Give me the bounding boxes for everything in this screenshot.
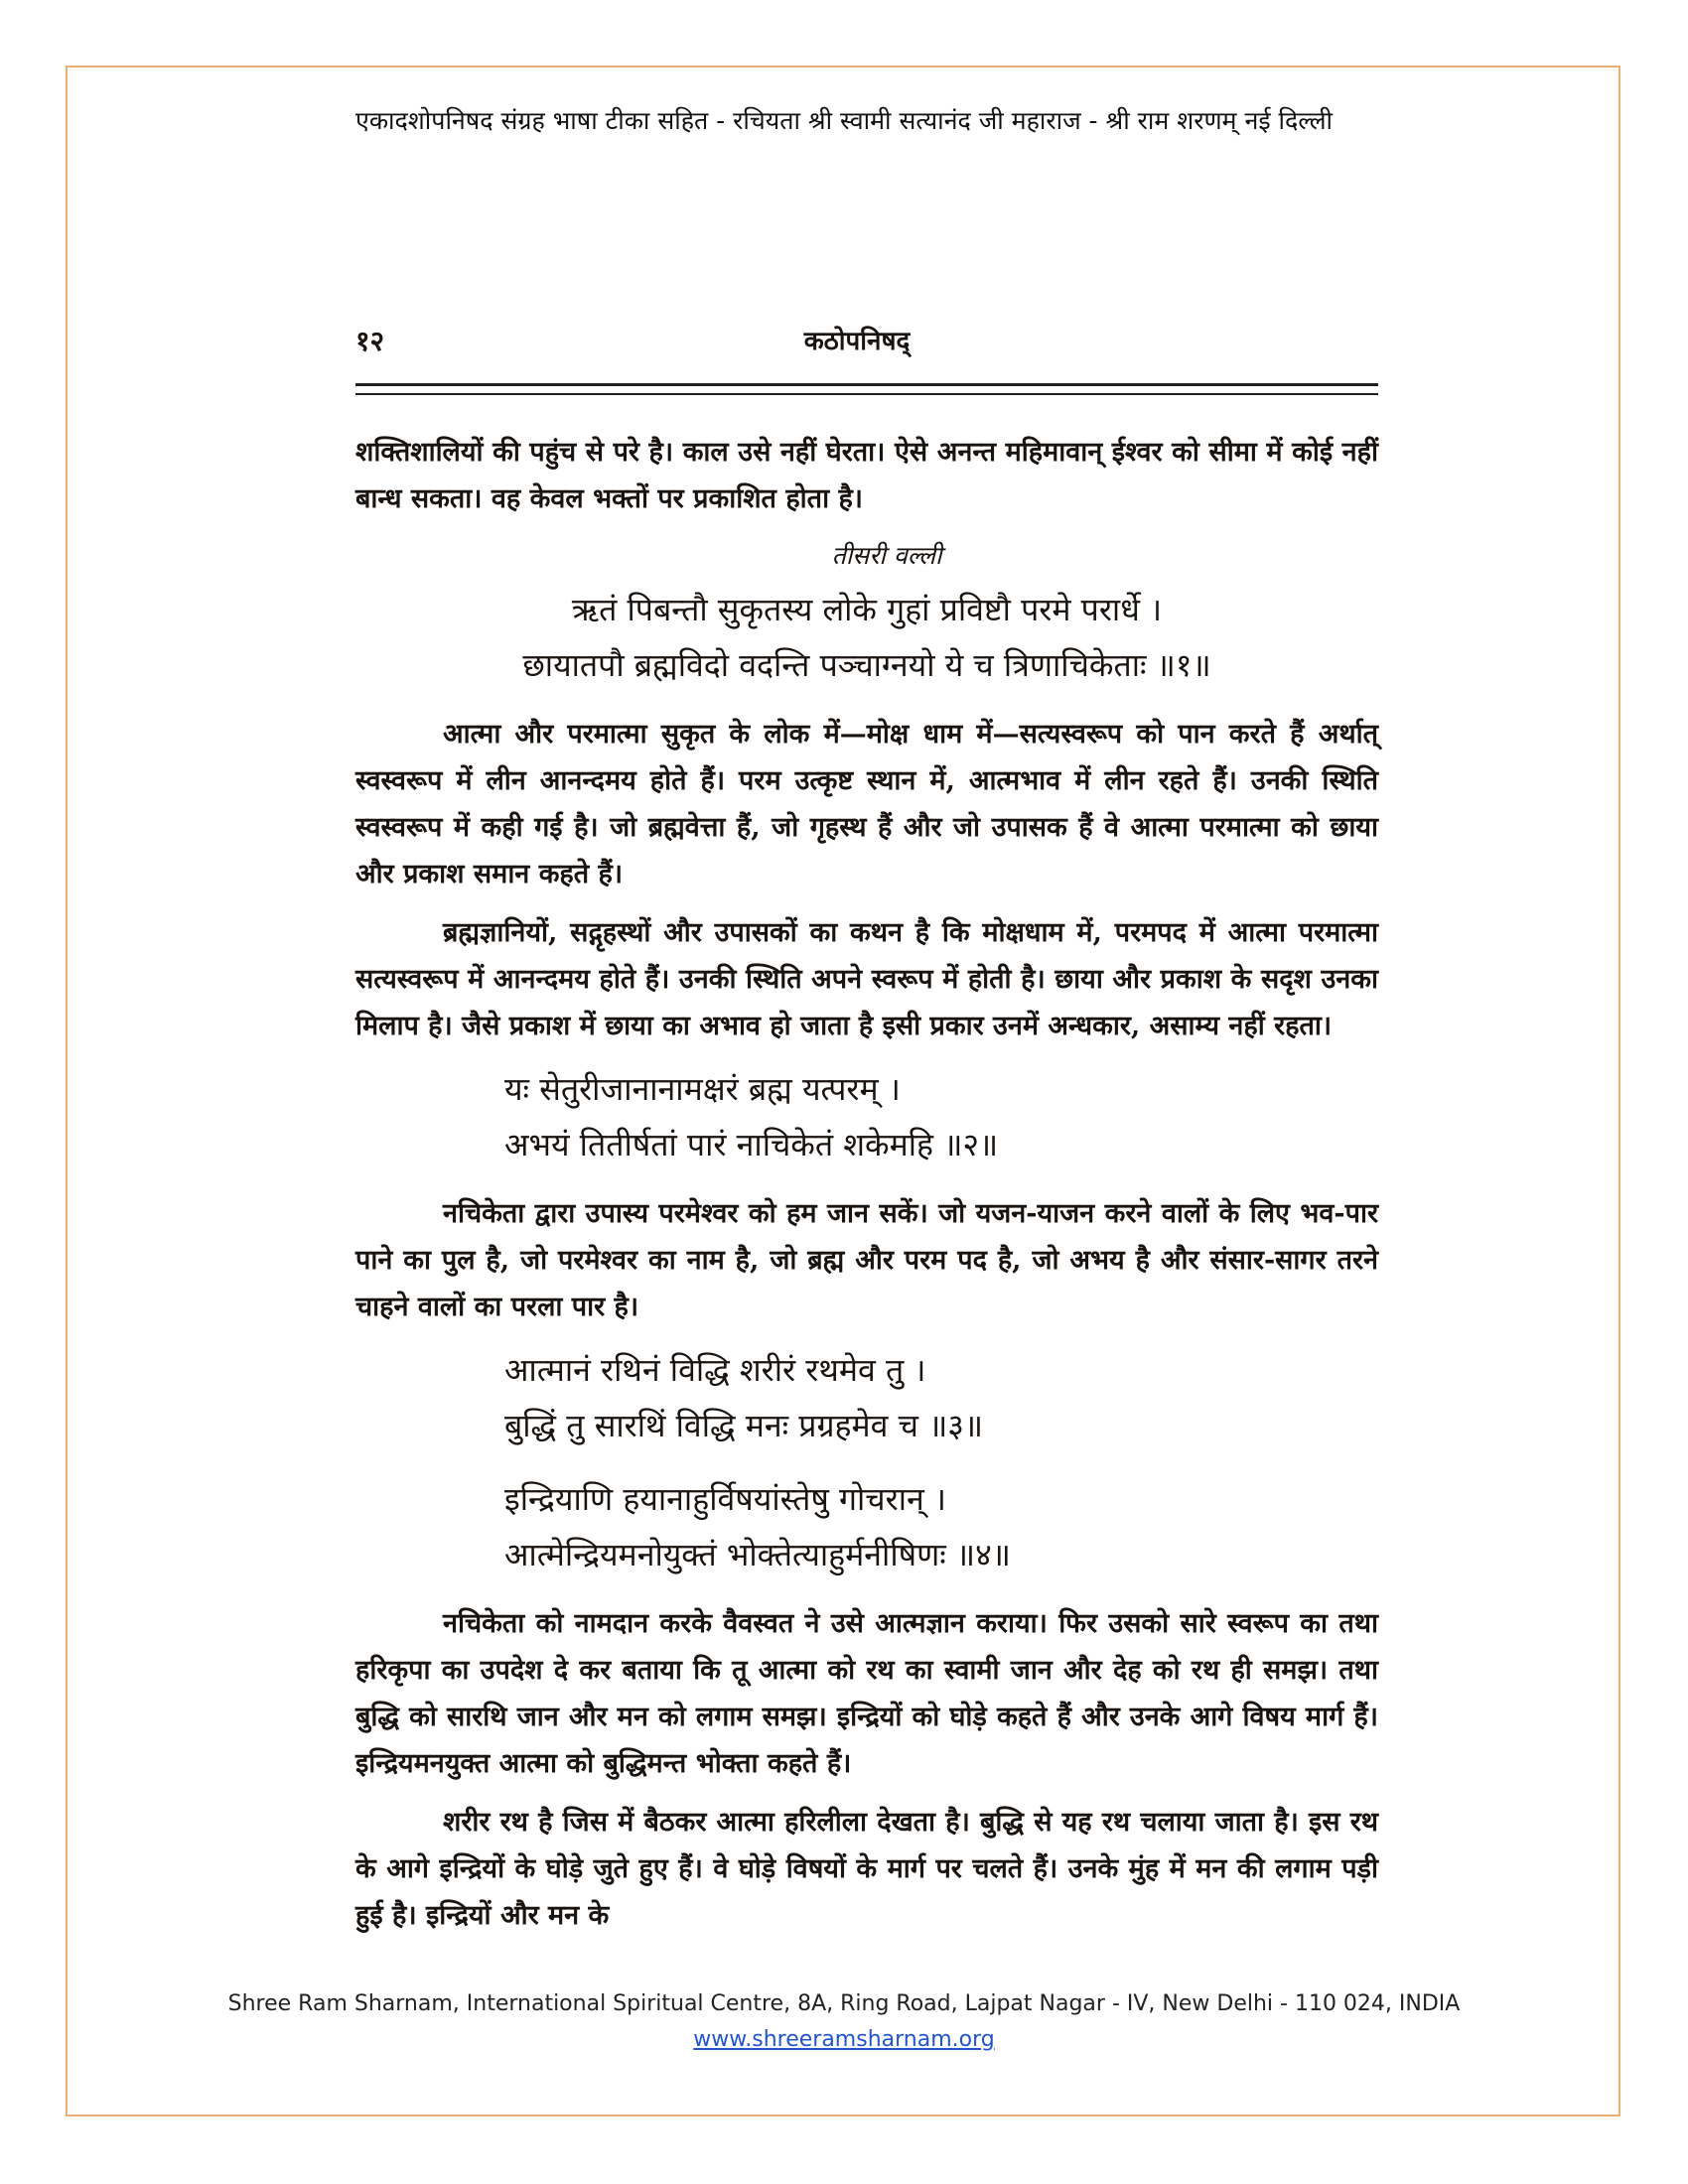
footer	[0, 1989, 1688, 2052]
page-body	[355, 429, 1378, 1951]
body-paragraph: शक्तिशालियों की पहुंच से परे है। काल उसे नहीं घेरता। ऐसे अनन्त महिमावान् ईश्वर को सीमा में कोई नहीं बान्ध सकता। वह केवल भक्तों पर प्रकाशित होता है।	[355, 437, 1378, 514]
body-paragraph: नचिकेता द्वारा उपास्य परमेश्वर को हम जान सकें। जो यजन-याजन करने वालों के लिए भव-पार पाने का पुल है, जो परमेश्वर का नाम है, जो ब्रह्म और परम पद है, जो अभय है और संसार-सागर तरने चाहने वालों का परला पार है।	[355, 1198, 1378, 1322]
verse-line: ऋतं पिबन्तौ सुकृतस्य लोके गुहां प्रविष्टौ परमे परार्धे ।	[571, 591, 1163, 628]
verse-line: इन्द्रियाणि हयानाहुर्विषयांस्तेषु गोचरान् ।	[504, 1480, 947, 1518]
body-paragraph: नचिकेता को नामदान करके वैवस्वत ने उसे आत्मज्ञान कराया। फिर उसको सारे स्वरूप का तथा हरिकृपा का उपदेश दे कर बताया कि तू आत्मा को रथ का स्वामी जान और देह को रथ ही समझ। तथा बुद्धि को सारथि जान और मन को लगाम समझ। इन्द्रियों को घोड़े कहते हैं और उनके आगे विषय मार्ग हैं। इन्द्रियमनयुक्त आत्मा को बुद्धिमन्त भोक्ता कहते हैं।	[355, 1608, 1378, 1779]
verse-block	[355, 1061, 1378, 1172]
verse-line: यः सेतुरीजानानामक्षरं ब्रह्म यत्परम् ।	[504, 1070, 901, 1108]
body-paragraph: आत्मा और परमात्मा सुकृत के लोक में—मोक्ष धाम में—सत्यस्वरूप को पान करते हैं अर्थात् स्वस्वरूप में लीन आनन्दमय होते हैं। परम उत्कृष्ट स्थान में, आत्मभाव में लीन रहते हैं। उनकी स्थिति स्वस्वरूप में कही गई है। जो ब्रह्मवेत्ता हैं, जो गृहस्थ हैं और जो उपासक हैं वे आत्मा परमात्मा को छाया और प्रकाश समान कहते हैं।	[355, 719, 1378, 889]
verse-line: अभयं तितीर्षतां पारं नाचिकेतं शकेमहि ॥२॥	[504, 1126, 999, 1163]
verse-line: आत्मानं रथिनं विद्धि शरीरं रथमेव तु ।	[504, 1351, 926, 1389]
page-heading: कठोपनिषद्	[803, 327, 911, 356]
body-paragraph: ब्रह्मज्ञानियों, सद्गृहस्थों और उपासकों का कथन है कि मोक्षधाम में, परमपद में आत्मा परमात्मा सत्यस्वरूप में आनन्दमय होते हैं। उनकी स्थिति अपने स्वरूप में होती है। छाया और प्रकाश के सदृश उनका मिलाप है। जैसे प्रकाश में छाया का अभाव हो जाता है इसी प्रकार उनमें अन्धकार, असाम्य नहीं रहता।	[355, 917, 1378, 1041]
scanned-page	[328, 298, 1390, 1966]
header-rule-thin	[355, 393, 1378, 395]
footer-address: Shree Ram Sharnam, International Spiritual Centre, 8A, Ring Road, Lajpat Nagar - IV, New Delhi - 110 024, INDIA	[227, 1991, 1461, 2016]
verse-line: बुद्धिं तु सारथिं विद्धि मनः प्रग्रहमेव च ॥३॥	[504, 1407, 984, 1444]
verse-block	[355, 582, 1378, 693]
header-rule-thick	[355, 383, 1378, 386]
website-link[interactable]: www.shreeramsharnam.org	[693, 2027, 995, 2052]
scan-page-header	[355, 322, 1358, 361]
verse-block	[355, 1471, 1378, 1582]
verse-line: आत्मेन्द्रियमनोयुक्तं भोक्तेत्याहुर्मनीषिणः ॥४॥	[504, 1536, 1011, 1573]
verse-block	[355, 1342, 1378, 1453]
verse-line: छायातपौ ब्रह्मविदो वदन्ति पञ्चाग्नयो ये च त्रिणाचिकेताः ॥१॥	[522, 646, 1211, 684]
running-header: एकादशोपनिषद संग्रह भाषा टीका सहित - रचियता श्री स्वामी सत्यानंद जी महाराज - श्री राम शरणम् नई दिल्ली	[355, 106, 1333, 135]
page-number: १२	[355, 325, 385, 357]
section-title: तीसरी वल्ली	[831, 541, 942, 570]
body-paragraph: शरीर रथ है जिस में बैठकर आत्मा हरिलीला देखता है। बुद्धि से यह रथ चलाया जाता है। इस रथ के आगे इन्द्रियों के घोड़े जुते हुए हैं। वे घोड़े विषयों के मार्ग पर चलते हैं। उनके मुंह में मन की लगाम पड़ी हुई है। इन्द्रियों और मन के	[355, 1807, 1378, 1931]
